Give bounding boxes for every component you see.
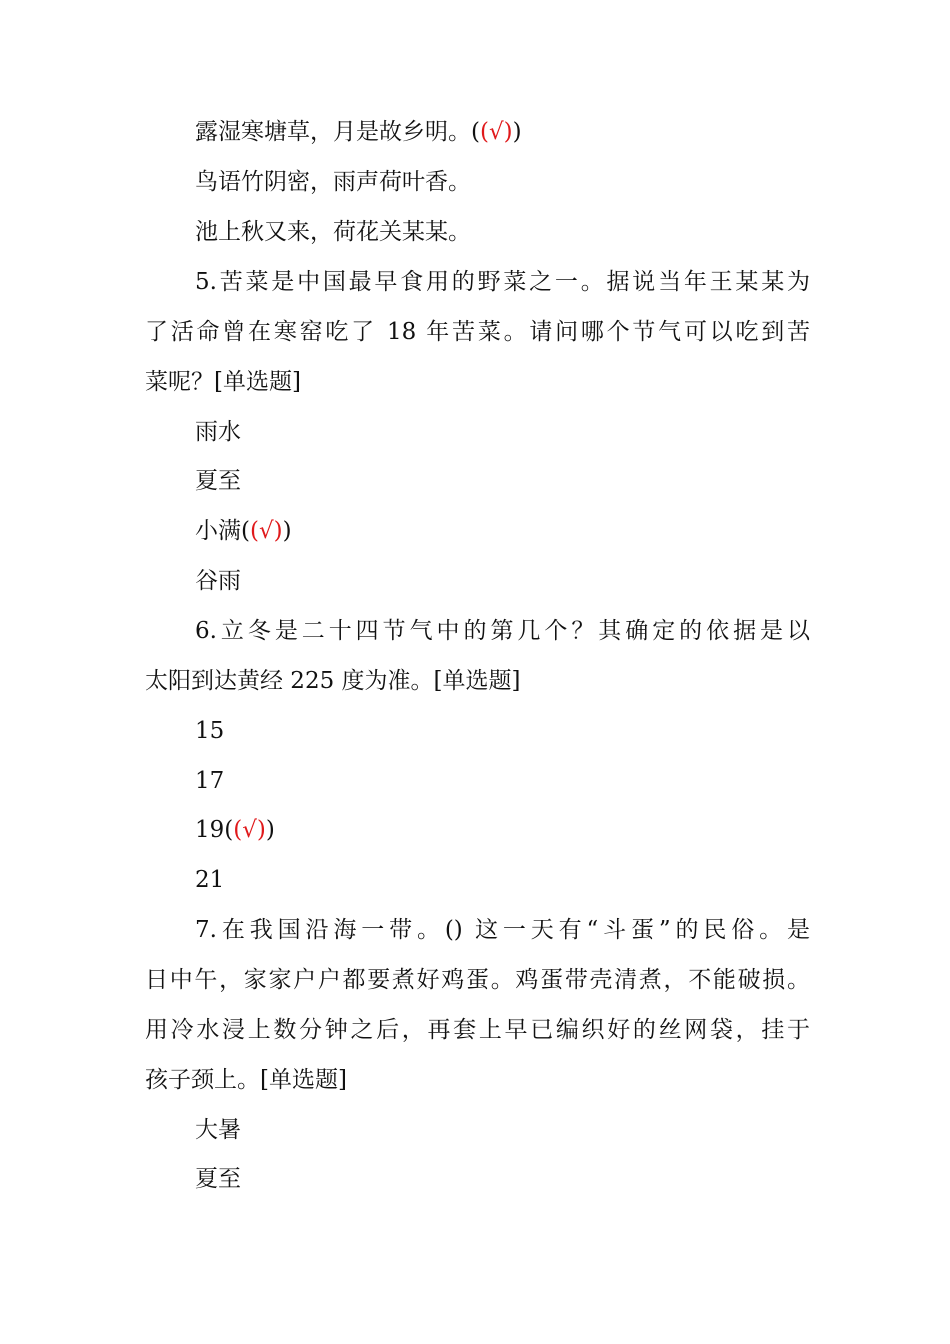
q7-option-1: 大暑: [195, 1117, 241, 1143]
q4-option-2: 鸟语竹阴密，雨声荷叶香。: [195, 169, 471, 195]
q7-question-line-2: 日中午，家家户户都要煮好鸡蛋。鸡蛋带壳清煮，不能破损。: [145, 967, 810, 993]
q6-option-3: 19((√)): [195, 817, 275, 843]
q5-question-line-2: 了活命曾在寒窑吃了 18 年苦菜。请问哪个节气可以吃到苦: [145, 319, 810, 345]
correct-mark: (√): [233, 817, 266, 843]
q6-option-4: 21: [195, 867, 225, 893]
q5-option-2: 夏至: [195, 468, 241, 494]
q6-option-2: 17: [195, 768, 225, 794]
correct-mark: (√): [479, 119, 513, 145]
q5-option-4: 谷雨: [195, 568, 241, 594]
q7-question-line-3: 用冷水浸上数分钟之后，再套上早已编织好的丝网袋，挂于: [145, 1017, 810, 1043]
q5-question-line-1: 5.苦菜是中国最早食用的野菜之一。据说当年王某某为: [195, 269, 810, 295]
q6-question-line-1: 6.立冬是二十四节气中的第几个？其确定的依据是以: [195, 618, 810, 644]
q7-question-line-4: 孩子颈上。[单选题]: [145, 1067, 347, 1093]
correct-mark: (√): [249, 518, 283, 544]
q4-option-3: 池上秋又来，荷花关某某。: [195, 219, 471, 245]
q6-question-line-2: 太阳到达黄经 225 度为准。[单选题]: [145, 668, 521, 694]
q5-option-1: 雨水: [195, 419, 241, 445]
q5-option-3: 小满((√)): [195, 518, 292, 544]
q7-option-2: 夏至: [195, 1166, 241, 1192]
q5-question-line-3: 菜呢？[单选题]: [145, 369, 301, 395]
q6-option-1: 15: [195, 718, 225, 744]
q7-question-line-1: 7.在我国沿海一带。() 这一天有“斗蛋”的民俗。是: [195, 917, 810, 943]
q4-option-1: 露湿寒塘草，月是故乡明。((√)): [195, 119, 522, 145]
